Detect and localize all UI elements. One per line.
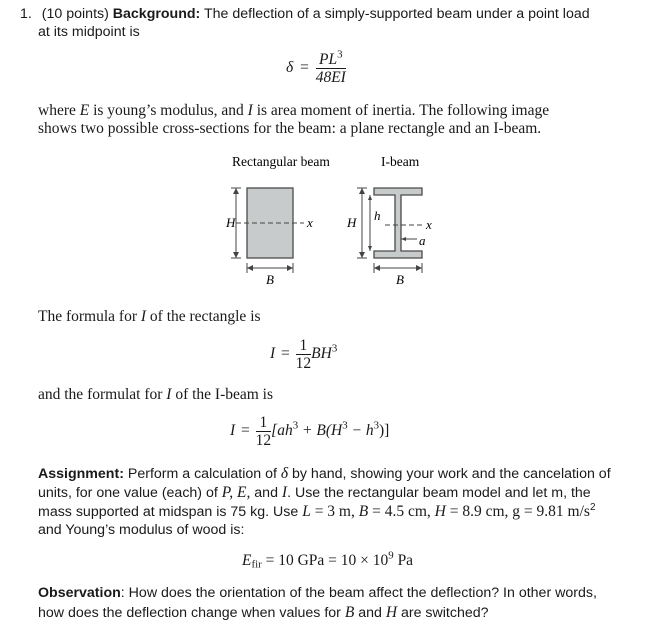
ibeam-formula-intro <box>38 386 273 404</box>
assignment-line-4: and Young’s modulus of wood is: <box>38 522 245 538</box>
rect-B-label: B <box>266 272 274 287</box>
assignment-text-2a: units, for one value (each) of <box>38 485 222 501</box>
ibeam-cross-section <box>374 188 422 258</box>
assignment-text-1a: Perform a calculation of <box>123 466 281 482</box>
rect-intro-text: The formula for <box>38 308 141 325</box>
assignment-L-value: = 3 m, <box>310 503 359 520</box>
assignment-delta: δ <box>280 465 289 482</box>
problem-number: 1. <box>20 6 32 22</box>
rect-formula-num: 1 <box>296 338 312 355</box>
var-E: E <box>79 102 90 119</box>
assignment-text-2c: . Use the rectangular beam model and let m, the <box>287 485 591 501</box>
deflection-numerator: PL <box>319 51 338 68</box>
intro-line-2: at its midpoint is <box>38 24 140 40</box>
assignment-var-H: H <box>434 503 446 520</box>
cross-section-figure <box>0 0 661 300</box>
rect-x-label: x <box>307 215 313 230</box>
assignment-line-3 <box>38 503 595 521</box>
intro-line-1: The deflection of a simply-supported beam under a point load <box>203 6 590 22</box>
wood-modulus-formula <box>242 549 414 571</box>
observation-line-1 <box>38 585 597 601</box>
ibeam-B-label: B <box>396 272 404 287</box>
ibeam-h-label: h <box>374 208 381 223</box>
ibeam-a-label: a <box>419 233 426 248</box>
ibeam-formula-minus: − h <box>347 422 374 440</box>
deflection-denominator: 48EI <box>315 69 346 86</box>
rect-formula-exp: 3 <box>331 342 338 355</box>
rect-intro-var: I <box>140 308 147 325</box>
var-I: I <box>247 102 253 119</box>
rect-intro-text2: of the rectangle is <box>146 308 261 325</box>
assignment-label: Assignment: <box>38 466 124 482</box>
assignment-line-2 <box>38 484 591 502</box>
assignment-var-I: I <box>281 484 288 501</box>
equals-sign: = <box>300 59 309 77</box>
rect-formula-lhs: I <box>270 345 276 363</box>
rect-formula-fraction <box>296 338 312 371</box>
ibeam-formula-open: [ah <box>271 422 293 440</box>
rect-beam-title: Rectangular beam <box>232 154 330 169</box>
ibeam-intro-var: I <box>166 386 172 403</box>
rect-formula-eq: = <box>281 345 290 363</box>
ibeam-formula-fraction <box>256 415 272 448</box>
wood-E-sub: fir <box>251 558 262 571</box>
rect-H-label: H <box>226 215 236 230</box>
observation-var-H: H <box>385 604 398 621</box>
where-line-2: shows two possible cross-sections for the beam: a plane rectangle and an I-beam. <box>38 120 542 137</box>
wood-value: = 10 GPa = 10 × 10 <box>261 552 389 569</box>
ibeam-intro-text2: of the I-beam is <box>171 386 274 403</box>
ibeam-intro-text: and the formulat for <box>38 386 167 403</box>
observation-text-1: : How does the orientation of the beam affect the deflection? In other words, <box>120 585 597 601</box>
numerator-exponent: 3 <box>337 48 343 61</box>
observation-text-2a: how does the deflection change when values for <box>38 605 345 621</box>
observation-text-2b: and <box>354 605 386 621</box>
assignment-line-1 <box>38 465 611 483</box>
where-text-a: where <box>38 102 80 119</box>
assignment-text-1b: by hand, showing your work and the cancelation of <box>288 466 611 482</box>
rect-formula <box>270 338 337 371</box>
ibeam-formula-den: 12 <box>255 432 272 449</box>
assignment-text-3a: mass supported at midspan is 75 kg. Use <box>38 504 303 520</box>
ibeam-x-label: x <box>426 217 432 232</box>
ibeam-formula-exp3: 3 <box>373 419 379 432</box>
assignment-H-value: = 8.9 cm, g = 9.81 m/s <box>445 503 590 520</box>
ibeam-formula-exp2: 3 <box>342 419 348 432</box>
ibeam-formula-lhs: I <box>230 422 236 440</box>
ibeam-formula-mid: + B(H <box>298 422 343 440</box>
ibeam-formula <box>230 415 389 448</box>
ibeam-formula-eq: = <box>241 422 250 440</box>
observation-label: Observation <box>38 585 121 601</box>
assignment-vars: P, E, <box>221 484 251 501</box>
ibeam-formula-exp1: 3 <box>292 419 299 432</box>
wood-E: E <box>242 552 252 569</box>
problem-points: (10 points) <box>41 6 109 22</box>
observation-var-B: B <box>344 604 355 621</box>
observation-text-2c: are switched? <box>397 605 489 621</box>
where-text-b: is young’s modulus, and <box>89 102 248 119</box>
ibeam-formula-close: )] <box>379 422 390 440</box>
rect-formula-intro <box>38 308 261 326</box>
ibeam-H-label: H <box>347 215 357 230</box>
where-text-c: is area moment of inertia. The following image <box>252 102 550 119</box>
assignment-B-value: = 4.5 cm, <box>368 503 435 520</box>
assignment-text-2b: and <box>250 485 282 501</box>
assignment-var-B: B <box>358 503 369 520</box>
assignment-exp: 2 <box>589 502 596 514</box>
wood-exp: 9 <box>388 549 394 562</box>
ibeam-formula-num: 1 <box>256 415 272 432</box>
background-label: Background: <box>112 6 201 22</box>
rect-formula-den: 12 <box>295 355 312 372</box>
assignment-var-L: L <box>302 503 311 520</box>
ibeam-title: I-beam <box>381 154 420 169</box>
rect-formula-rhs: BH <box>311 345 332 363</box>
observation-line-2 <box>38 604 489 622</box>
delta-symbol: δ <box>286 59 294 77</box>
wood-unit: Pa <box>393 552 414 569</box>
